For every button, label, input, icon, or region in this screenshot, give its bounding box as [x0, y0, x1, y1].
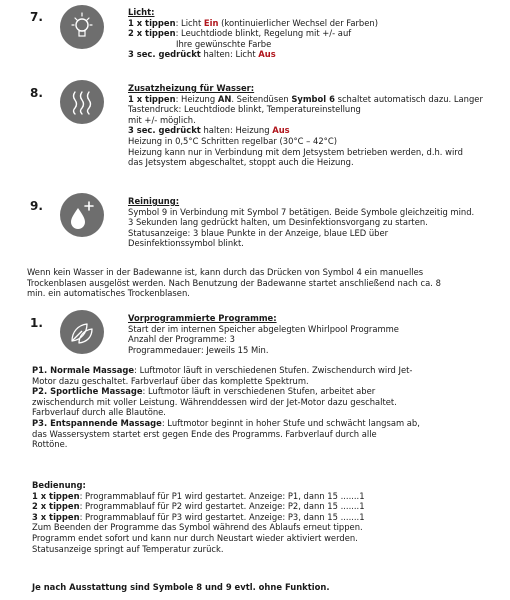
- bedienung-line-4: Zum Beenden der Programme das Symbol während des Ablaufs erneut tippen.: [32, 522, 363, 533]
- section-7-line-2: 2 x tippen: Leuchtdiode blinkt, Regelung mit +/- auf: [128, 28, 352, 39]
- lightbulb-icon: [60, 5, 104, 49]
- equipment-note: Je nach Ausstattung sind Symbole 8 und 9 evtl. ohne Funktion.: [32, 582, 330, 592]
- bedienung-title: Bedienung:: [32, 480, 86, 490]
- section-8-line-5: Heizung in 0,5°C Schritten regelbar (30°C – 42°C): [128, 135, 337, 146]
- program-p1-line-2: Motor dazu geschaltet. Farbverlauf über das komplette Spektrum.: [32, 375, 309, 386]
- section-7-text: [128, 7, 503, 60]
- section-8-line-2: Tastendruck: Leuchtdiode blinkt, Temperatureinstellung: [128, 104, 361, 115]
- bedienung-row-3: 3 x tippen: Programmablauf für P3 wird gestartet. Anzeige: P3, dann 15 .......1: [32, 511, 365, 522]
- section-9-line-3: Statusanzeige: 3 blaue Punkte in der Anzeige, blaue LED über: [128, 227, 389, 238]
- section-8-title: Zusatzheizung für Wasser:: [128, 83, 255, 93]
- section-number-1: 1.: [30, 316, 43, 330]
- program-p2-line-2: zwischendurch mit voller Leistung. Währenddessen wird der Jet-Motor dazu geschaltet.: [32, 396, 397, 407]
- dry-line-2: Trockenblasen ausgelöst werden. Nach Benutzung der Badewanne startet anschließend nach ca. 8: [27, 277, 441, 288]
- program-p3-line-3: Rottöne.: [32, 439, 68, 450]
- dry-line-1: Wenn kein Wasser in der Badewanne ist, kann durch das Drücken von Symbol 4 ein manuelles: [27, 267, 424, 277]
- leaves-icon: [60, 310, 104, 354]
- bedienung-line-6: Statusanzeige springt auf Temperatur zurück.: [32, 543, 224, 554]
- section-9-line-2: 3 Sekunden lang gedrückt halten, um Desinfektionsvorgang zu starten.: [128, 217, 428, 228]
- program-p3-line-2: das Wassersystem startet erst gegen Ende des Programms. Farbverlauf durch alle: [32, 428, 377, 439]
- bedienung-block: [32, 480, 502, 554]
- water-drop-plus-icon: [60, 193, 104, 237]
- bedienung-row-1: 1 x tippen: Programmablauf für P1 wird gestartet. Anzeige: P1, dann 15 .......1: [32, 490, 365, 501]
- program-p3-line-1: P3. Entspannende Massage: Luftmotor beginnt in hoher Stufe und schwächt langsam ab,: [32, 417, 420, 428]
- section-8-line-7: das Jetsystem abgeschaltet, stoppt auch die Heizung.: [128, 157, 354, 168]
- section-8-line-6: Heizung kann nur in Verbindung mit dem Jetsystem betrieben werden, d.h. wird: [128, 146, 463, 157]
- section-1-text: [128, 313, 508, 355]
- program-p2-line-3: Farbverlauf durch alle Blautöne.: [32, 407, 166, 418]
- section-8-text: [128, 83, 508, 168]
- section-7-line-3: Ihre gewünschte Farbe: [176, 38, 272, 49]
- dry-line-3: min. ein automatisches Trockenblasen.: [27, 288, 190, 299]
- section-number-8: 8.: [30, 86, 43, 100]
- section-7-line-1: 1 x tippen: Licht Ein (kontinuierlicher Wechsel der Farben): [128, 17, 378, 28]
- bedienung-line-5: Programm endet sofort und kann nur durch Neustart wieder aktiviert werden.: [32, 532, 358, 543]
- section-8-line-4: 3 sec. gedrückt halten: Heizung Aus: [128, 125, 290, 136]
- section-number-9: 9.: [30, 199, 43, 213]
- bedienung-row-2: 2 x tippen: Programmablauf für P2 wird gestartet. Anzeige: P2, dann 15 .......1: [32, 501, 365, 512]
- section-8-line-3: mit +/- möglich.: [128, 114, 196, 125]
- section-1-line-3: Programmedauer: Jeweils 15 Min.: [128, 344, 269, 355]
- section-7-title: Licht:: [128, 7, 155, 17]
- section-9-text: [128, 196, 508, 249]
- section-1-title: Vorprogrammierte Programme:: [128, 313, 277, 323]
- dry-blow-paragraph: [27, 267, 505, 299]
- section-9-line-1: Symbol 9 in Verbindung mit Symbol 7 betätigen. Beide Symbole gleichzeitig mind.: [128, 206, 475, 217]
- program-p1-line-1: P1. Normale Massage: Luftmotor läuft in verschiedenen Stufen. Zwischendurch wird Jet-: [32, 365, 413, 375]
- section-7-line-4: 3 sec. gedrückt halten: Licht Aus: [128, 49, 276, 60]
- section-1-line-1: Start der im internen Speicher abgelegten Whirlpool Programme: [128, 323, 399, 334]
- program-descriptions: [32, 365, 502, 450]
- section-1-line-2: Anzahl der Programme: 3: [128, 334, 235, 345]
- heat-waves-icon: [60, 80, 104, 124]
- section-9-line-4: Desinfektionssymbol blinkt.: [128, 238, 244, 249]
- section-9-title: Reinigung:: [128, 196, 180, 206]
- section-number-7: 7.: [30, 10, 43, 24]
- section-8-line-1: 1 x tippen: Heizung AN. Seitendüsen Symbol 6 schaltet automatisch dazu. Langer: [128, 93, 483, 104]
- program-p2-line-1: P2. Sportliche Massage: Luftmotor läuft in verschiedenen Stufen, arbeitet aber: [32, 386, 376, 397]
